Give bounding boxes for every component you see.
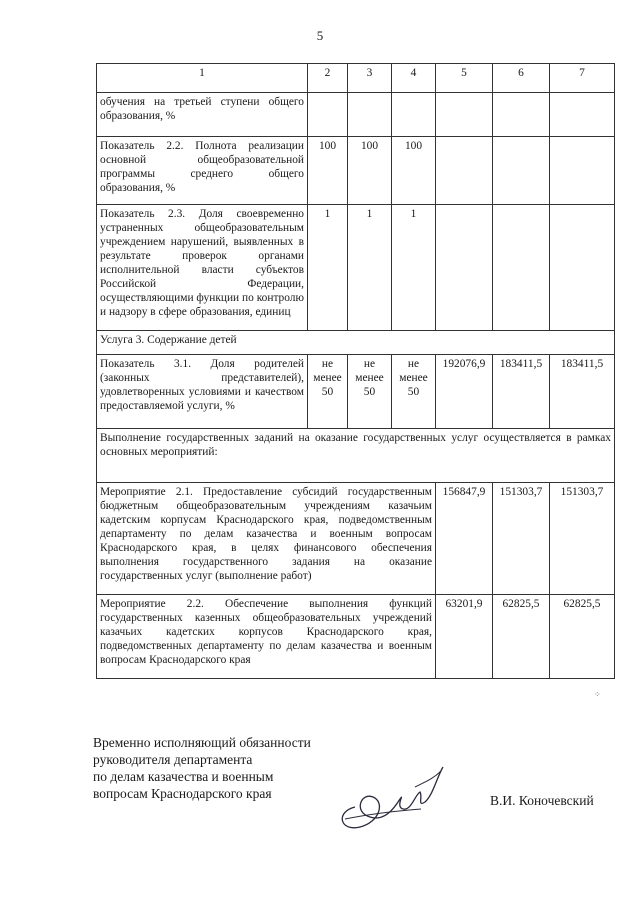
value-cell: не менее 50 (308, 355, 348, 429)
data-table (96, 63, 615, 679)
table-row (97, 137, 615, 205)
value-cell: 156847,9 (436, 483, 493, 595)
value-cell: 100 (348, 137, 392, 205)
section-title: Услуга 3. Содержание детей (97, 331, 615, 355)
value-cell: 1 (308, 205, 348, 331)
value-cell: не менее 50 (348, 355, 392, 429)
row-text: Мероприятие 2.2. Обеспечение выполнения функций государственных казенных общеобразовательных учреждений казачьих кадетских корпусов Краснодарского края, подведомственных департаменту по делам казачества и военным вопросам Краснодарского края (97, 595, 436, 679)
header-col-1: 1 (97, 64, 308, 93)
value-cell: 151303,7 (550, 483, 615, 595)
table-row (97, 205, 615, 331)
value-cell: 192076,9 (436, 355, 493, 429)
header-row (97, 64, 615, 93)
table-row (97, 595, 615, 679)
value-cell: 1 (392, 205, 436, 331)
signatory-name: В.И. Коночевский (490, 793, 594, 808)
header-col-6: 6 (493, 64, 550, 93)
value-cell: 100 (308, 137, 348, 205)
row-text: обучения на третьей ступени общего образования, % (97, 93, 308, 137)
signatory-line: вопросам Краснодарского края (93, 786, 272, 801)
page-number: 5 (316, 28, 324, 43)
signatory-line: Временно исполняющий обязанности (93, 735, 311, 750)
section-note: Выполнение государственных заданий на оказание государственных услуг осуществляется в рамках основных мероприятий: (97, 429, 615, 483)
value-cell: 1 (348, 205, 392, 331)
row-text: Мероприятие 2.1. Предоставление субсидий государственным бюджетным общеобразовательным учреждениям казачьим кадетским корпусам Краснодарского края, подведомственным департаменту по делам казачества и военным вопросам Краснодарского края, в целях финансового обеспечения выполнения государственного задания на оказание государственных услуг (выполнение работ) (97, 483, 436, 595)
header-col-2: 2 (308, 64, 348, 93)
signatory-title (93, 734, 311, 802)
row-text: Показатель 3.1. Доля родителей (законных представителей), удовлетворенных условиями и качеством предоставляемой услуги, % (97, 355, 308, 429)
table-row (97, 93, 615, 137)
table-row (97, 483, 615, 595)
value-cell: 183411,5 (550, 355, 615, 429)
header-col-4: 4 (392, 64, 436, 93)
value-cell: 100 (392, 137, 436, 205)
row-text: Показатель 2.3. Доля своевременно устраненных общеобразовательным учреждением нарушений, выявленных в результате проверок органами исполнительной власти субъектов Российской Федерации, осуществляющими функции по контролю и надзору в сфере образования, единиц (97, 205, 308, 331)
value-cell: 63201,9 (436, 595, 493, 679)
handwritten-signature (325, 757, 455, 847)
header-col-3: 3 (348, 64, 392, 93)
value-cell: 62825,5 (493, 595, 550, 679)
table-row (97, 355, 615, 429)
value-cell: не менее 50 (392, 355, 436, 429)
header-col-5: 5 (436, 64, 493, 93)
section-row (97, 331, 615, 355)
section-row (97, 429, 615, 483)
signatory-line: руководителя департамента (93, 752, 253, 767)
value-cell: 151303,7 (493, 483, 550, 595)
value-cell: 62825,5 (550, 595, 615, 679)
value-cell: 183411,5 (493, 355, 550, 429)
scan-mark: ⁘ (594, 690, 601, 699)
header-col-7: 7 (550, 64, 615, 93)
row-text: Показатель 2.2. Полнота реализации основной общеобразовательной программы среднего общего образования, % (97, 137, 308, 205)
signatory-line: по делам казачества и военным (93, 769, 274, 784)
